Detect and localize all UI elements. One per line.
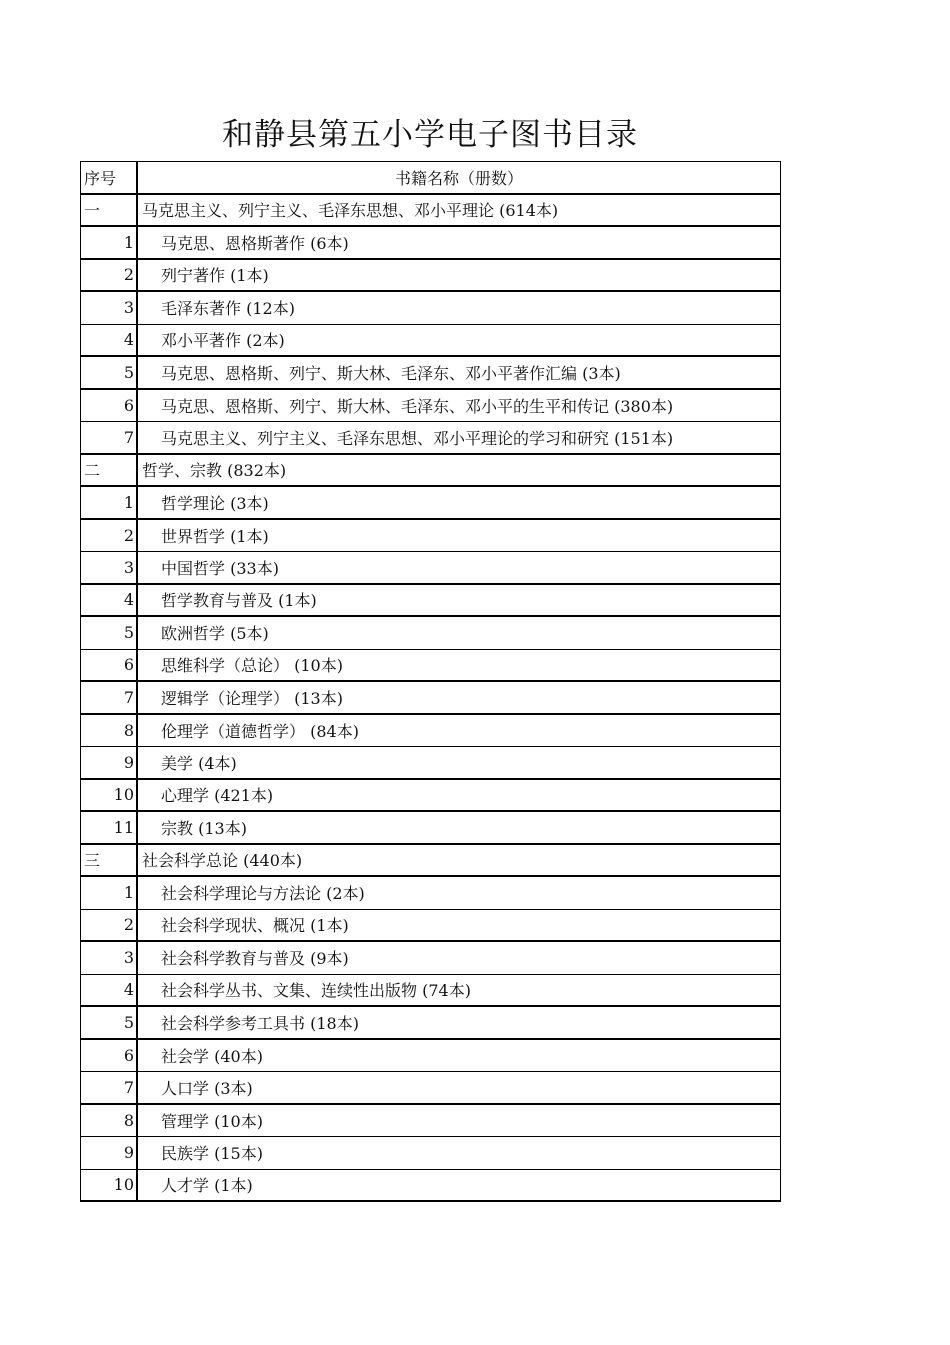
table-row: [81, 325, 780, 358]
item-number: 9: [81, 1137, 138, 1169]
item-name: 心理学 (421本): [161, 786, 274, 806]
table-row: [81, 650, 780, 683]
item-name: 思维科学（总论） (10本): [161, 656, 343, 676]
table-row: [81, 390, 780, 423]
item-name: 邓小平著作 (2本): [161, 331, 285, 351]
table-row: [81, 877, 780, 910]
header-name-cell: 书籍名称（册数）: [394, 168, 523, 188]
item-number: 1: [81, 227, 138, 258]
item-number: 3: [81, 942, 138, 974]
table-row: [81, 715, 780, 748]
item-number: 5: [81, 1007, 138, 1038]
catalog-table: [80, 161, 781, 1202]
item-name: 世界哲学 (1本): [161, 526, 269, 546]
item-number: 7: [81, 1072, 138, 1103]
table-row: [81, 552, 780, 585]
table-row: [81, 520, 780, 553]
table-row: [81, 812, 780, 845]
item-name: 马克思主义、列宁主义、毛泽东思想、邓小平理论的学习和研究 (151本): [161, 428, 674, 448]
table-row: [81, 487, 780, 520]
item-number: 6: [81, 1040, 138, 1072]
item-number: 8: [81, 715, 138, 747]
item-name: 社会科学教育与普及 (9本): [161, 949, 349, 969]
item-number: 10: [81, 780, 138, 811]
item-name: 宗教 (13本): [161, 818, 247, 838]
document-title: 和静县第五小学电子图书目录: [222, 116, 638, 153]
item-number: 5: [81, 357, 138, 388]
table-row: [81, 942, 780, 975]
table-row: [81, 227, 780, 260]
header-number-cell: 序号: [81, 162, 138, 193]
section-name: 马克思主义、列宁主义、毛泽东思想、邓小平理论 (614本): [142, 201, 559, 221]
item-number: 8: [81, 1105, 138, 1137]
table-row: [81, 1040, 780, 1073]
item-number: 2: [81, 910, 138, 941]
item-name: 社会科学理论与方法论 (2本): [161, 884, 365, 904]
table-row: [81, 292, 780, 325]
item-name: 毛泽东著作 (12本): [161, 299, 295, 319]
table-row: [81, 422, 780, 455]
table-row: [81, 1072, 780, 1105]
item-name: 管理学 (10本): [161, 1111, 263, 1131]
item-name: 中国哲学 (33本): [161, 558, 279, 578]
item-name: 民族学 (15本): [161, 1144, 263, 1164]
item-number: 5: [81, 617, 138, 649]
item-name: 欧洲哲学 (5本): [161, 624, 269, 644]
item-number: 2: [81, 520, 138, 552]
item-number: 11: [81, 812, 138, 843]
table-row: [81, 780, 780, 813]
item-number: 3: [81, 292, 138, 324]
item-number: 9: [81, 747, 138, 778]
table-body: [81, 195, 780, 1203]
item-name: 伦理学（道德哲学） (84本): [161, 721, 359, 741]
section-row: [81, 845, 780, 878]
section-row: [81, 195, 780, 228]
table-row: [81, 357, 780, 390]
table-row: [81, 975, 780, 1008]
item-number: 6: [81, 390, 138, 422]
item-name: 哲学理论 (3本): [161, 493, 269, 513]
item-name: 逻辑学（论理学） (13本): [161, 688, 343, 708]
table-row: [81, 910, 780, 943]
item-name: 马克思、恩格斯、列宁、斯大林、毛泽东、邓小平的生平和传记 (380本): [161, 396, 674, 416]
item-number: 10: [81, 1170, 138, 1201]
item-number: 4: [81, 585, 138, 616]
table-row: [81, 682, 780, 715]
section-name: 社会科学总论 (440本): [142, 851, 303, 871]
table-row: [81, 617, 780, 650]
item-name: 社会科学丛书、文集、连续性出版物 (74本): [161, 981, 471, 1001]
table-row: [81, 585, 780, 618]
item-number: 3: [81, 552, 138, 583]
item-number: 6: [81, 650, 138, 681]
item-name: 马克思、恩格斯著作 (6本): [161, 233, 349, 253]
table-row: [81, 747, 780, 780]
item-number: 1: [81, 877, 138, 909]
table-header-row: [81, 162, 780, 195]
item-name: 人口学 (3本): [161, 1078, 253, 1098]
item-number: 4: [81, 975, 138, 1006]
item-number: 7: [81, 682, 138, 713]
section-number: 一: [81, 195, 138, 226]
table-row: [81, 260, 780, 293]
section-number: 二: [81, 455, 138, 486]
item-name: 社会学 (40本): [161, 1046, 263, 1066]
table-row: [81, 1105, 780, 1138]
item-name: 社会科学现状、概况 (1本): [161, 916, 349, 936]
section-row: [81, 455, 780, 488]
item-number: 7: [81, 422, 138, 453]
item-name: 列宁著作 (1本): [161, 266, 269, 286]
table-row: [81, 1007, 780, 1040]
item-name: 社会科学参考工具书 (18本): [161, 1013, 359, 1033]
item-name: 哲学教育与普及 (1本): [161, 591, 317, 611]
section-name: 哲学、宗教 (832本): [142, 461, 287, 481]
item-name: 马克思、恩格斯、列宁、斯大林、毛泽东、邓小平著作汇编 (3本): [161, 363, 621, 383]
item-name: 人才学 (1本): [161, 1176, 253, 1196]
item-number: 1: [81, 487, 138, 518]
table-row: [81, 1137, 780, 1170]
table-row: [81, 1170, 780, 1203]
item-number: 4: [81, 325, 138, 356]
section-number: 三: [81, 845, 138, 876]
item-number: 2: [81, 260, 138, 291]
item-name: 美学 (4本): [161, 753, 237, 773]
